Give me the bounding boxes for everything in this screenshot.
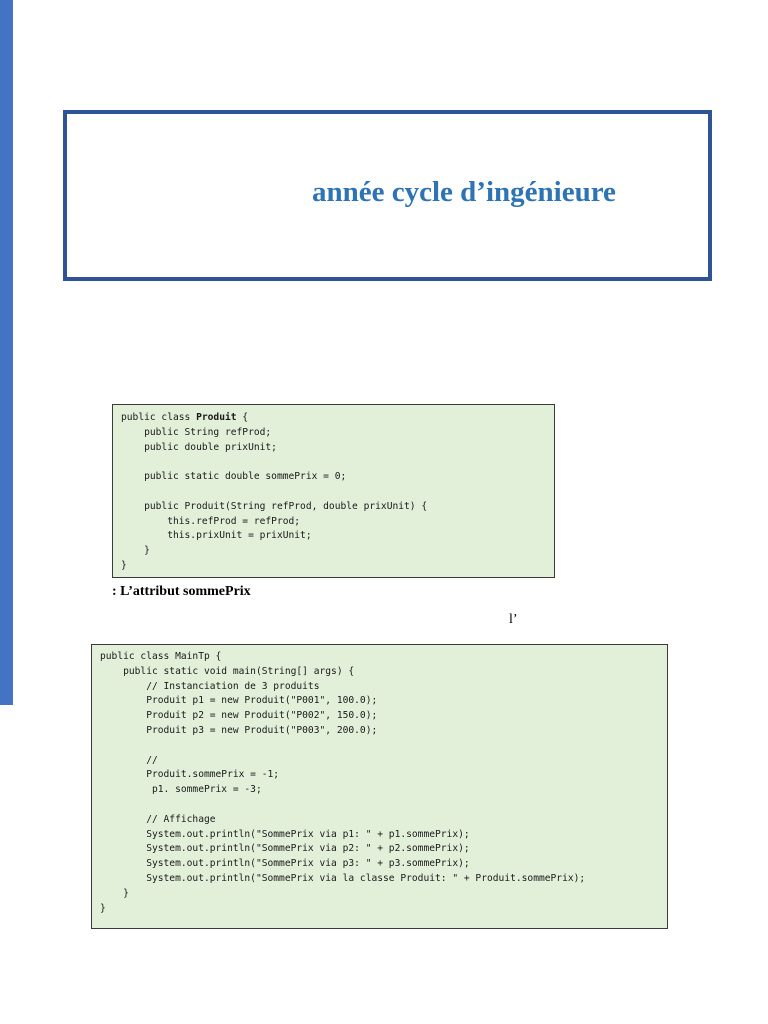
code-block-produit — [112, 404, 555, 578]
code-line: Produit.sommePrix = -1; — [100, 769, 280, 781]
code-line: public Produit(String refProd, double prixUnit) { — [121, 500, 428, 512]
page-title: année cycle d’ingénieure — [312, 176, 616, 208]
code-line: public double prixUnit; — [121, 441, 277, 453]
code-line: } — [100, 902, 106, 914]
code-line: public static void main(String[] args) { — [100, 665, 355, 677]
code-line: // — [100, 754, 158, 766]
code-line — [121, 455, 546, 470]
page-mark: l’ — [509, 612, 518, 627]
code-line: p1. sommePrix = -3; — [100, 784, 262, 796]
code-line: Produit p1 = new Produit("P001", 100.0); — [100, 695, 378, 707]
code-line: System.out.println("SommePrix via p2: " + p2.sommePrix); — [100, 843, 470, 855]
code-line: public class MainTp { — [100, 651, 222, 662]
code-line: } — [100, 887, 129, 899]
code-line: public class Produit { — [121, 412, 249, 423]
code-line — [121, 485, 546, 500]
code-line: Produit p2 = new Produit("P002", 150.0); — [100, 710, 378, 722]
code-line — [100, 798, 659, 813]
code-line: } — [121, 559, 127, 571]
code-line: // Affichage — [100, 813, 216, 825]
code-line: System.out.println("SommePrix via p3: " + p3.sommePrix); — [100, 858, 470, 870]
code-line: System.out.println("SommePrix via la classe Produit: " + Produit.sommePrix); — [100, 872, 586, 884]
code-line: // Instanciation de 3 produits — [100, 680, 320, 692]
code-line: this.prixUnit = prixUnit; — [121, 530, 312, 542]
code-line: } — [121, 545, 150, 557]
figure-caption: : L’attribut sommePrix — [112, 584, 251, 599]
code-block-maintp — [91, 644, 668, 929]
code-line: Produit p3 = new Produit("P003", 200.0); — [100, 724, 378, 736]
left-accent-bar — [0, 0, 13, 705]
code-line: public static double sommePrix = 0; — [121, 471, 347, 483]
code-line: System.out.println("SommePrix via p1: " + p1.sommePrix); — [100, 828, 470, 840]
code-line: public String refProd; — [121, 426, 272, 438]
code-line: this.refProd = refProd; — [121, 515, 301, 527]
code-line — [100, 739, 659, 754]
